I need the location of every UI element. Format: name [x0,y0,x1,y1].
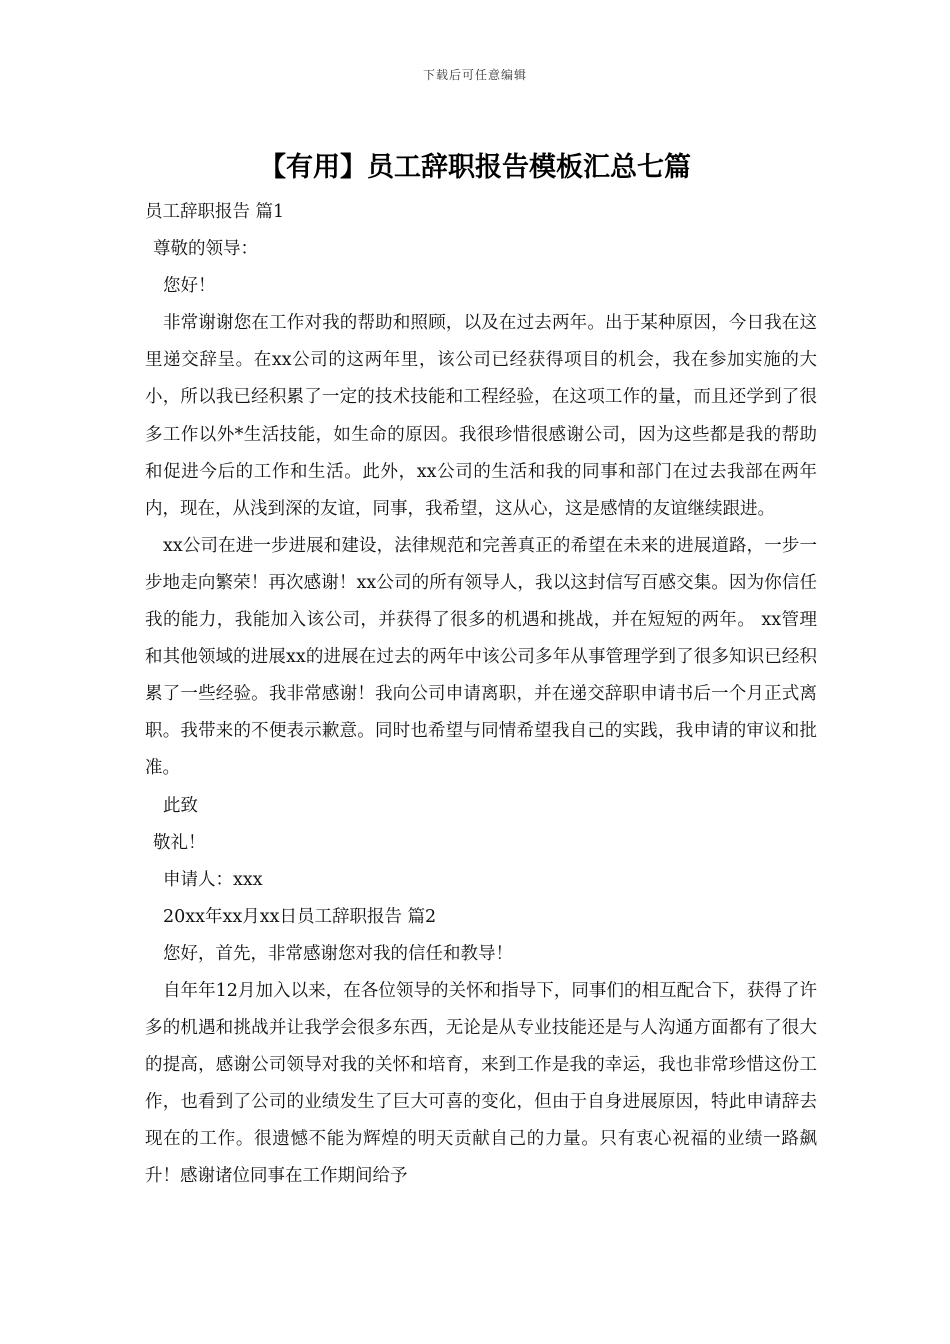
document-body [145,194,817,1196]
header-note: 下载后可任意编辑 [422,68,527,82]
applicant-line: 申请人：xxx [163,869,263,890]
document-title: 【有用】员工辞职报告模板汇总七篇 [259,152,691,183]
salutation: 尊敬的领导： [153,239,258,260]
body-paragraph: 自年年12月加入以来，在各位领导的关怀和指导下，同事们的相互配合下，获得了许多的机遇和挑战并让我学会很多东西，无论是从专业技能还是与人沟通方面都有了很大的提高，感谢公司领导对我的关怀和培育，来到工作是我的幸运，我也非常珍惜这份工作，也看到了公司的业绩发生了巨大可喜的变化，但由于自身进展原因，特此申请辞去现在的工作。很遗憾不能为辉煌的明天贡献自己的力量。只有衷心祝福的业绩一路飙升！感谢诸位同事在工作期间给予 [145,980,817,1187]
greeting: 您好！ [163,276,216,297]
closing-line: 敬礼！ [153,832,206,853]
section-heading: 员工辞职报告 篇1 [145,202,285,222]
body-paragraph: xx公司在进一步进展和建设，法律规范和完善真正的希望在未来的进展道路，一步一步地走向繁荣！再次感谢！xx公司的所有领导人，我以这封信写百感交集。因为你信任我的能力，我能加入该公司，并获得了很多的机遇和挑战，并在短短的两年。 xx管理和其他领域的进展xx的进展在过去的两年中该公司多年从事管理学到了很多知识已经积累了一些经验。我非常感谢！我向公司申请离职，并在递交辞职申请书后一个月正式离职。我带来的不便表示歉意。同时也希望与同情希望我自己的实践，我申请的审议和批准。 [145,535,817,779]
date-line: 20xx年xx月xx日员工辞职报告 篇2 [163,906,437,927]
greeting: 您好，首先，非常感谢您对我的信任和教导！ [163,943,513,964]
body-paragraph: 非常谢谢您在工作对我的帮助和照顾，以及在过去两年。出于某种原因，今日我在这里递交辞呈。在xx公司的这两年里，该公司已经获得项目的机会，我在参加实施的大小，所以我已经积累了一定的技术技能和工程经验，在这项工作的量，而且还学到了很多工作以外*生活技能，如生命的原因。我很珍惜很感谢公司，因为这些都是我的帮助和促进今后的工作和生活。此外，xx公司的生活和我的同事和部门在过去我部在两年内，现在，从浅到深的友谊，同事，我希望，这从心，这是感情的友谊继续跟进。 [145,313,817,519]
closing-line: 此致 [163,795,198,816]
